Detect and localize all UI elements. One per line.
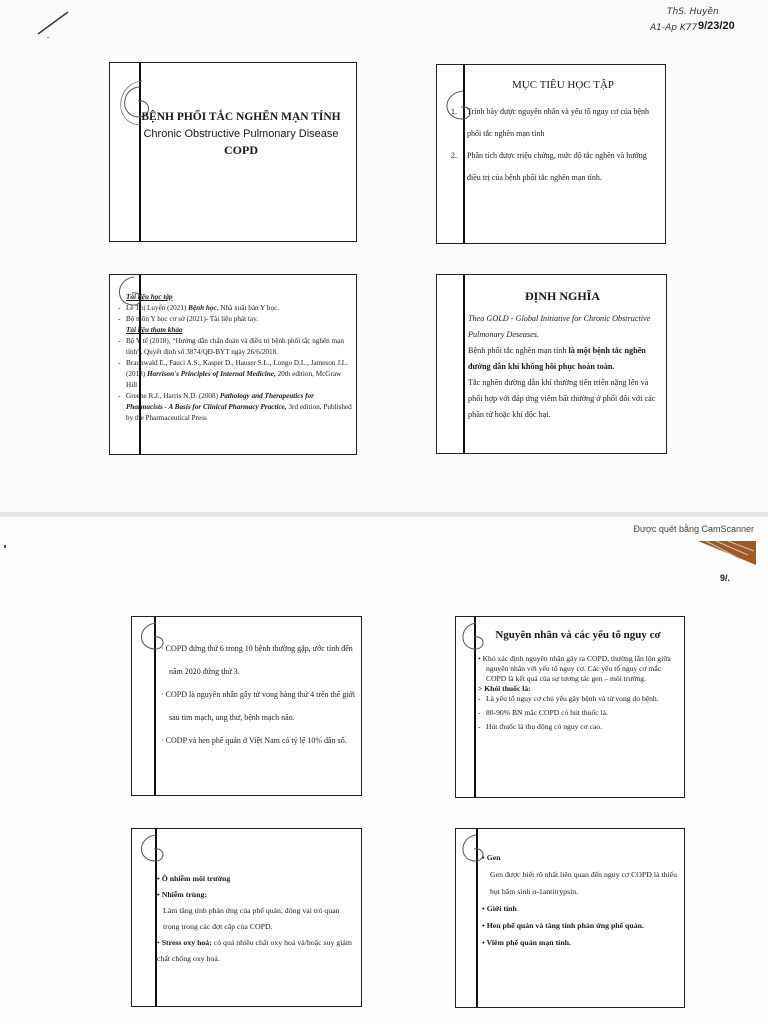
slide-risk-factors-2 bbox=[455, 828, 685, 1008]
slide-title-heading: BỆNH PHỔI TẮC NGHẼN MẠN TÍNH bbox=[141, 111, 341, 123]
slide-definition bbox=[436, 274, 667, 454]
corner-fragment-date: 9/. bbox=[720, 573, 731, 583]
page-date: 9/23/20 bbox=[698, 20, 735, 32]
risk-heading: • Nhiễm trùng: bbox=[157, 890, 207, 899]
slide-rule bbox=[474, 617, 476, 797]
causes-intro: • Khó xác định nguyên nhân gây ra COPD, thường lẫn lộn giữa nguyên nhân với yếu tố nguy cơ. Các yếu tố nguy cơ mắc COPD là kết quả của sự tương tác gen – môi trường. bbox=[478, 654, 671, 683]
slide-title bbox=[109, 62, 357, 242]
causes-item: - Là yếu tố nguy cơ chủ yếu gây bệnh và tử vong do bệnh. bbox=[486, 694, 678, 704]
epidemiology-item: · COPD là nguyên nhân gây tử vong hàng thứ 4 trên thế giới sau tim mạch, ung thư, bệnh mạch não. bbox=[161, 690, 355, 722]
reference-item: - Lê Thị Luyến (2021) Bệnh học, Nhà xuất bản Y học. bbox=[126, 303, 352, 314]
risk-factors-body bbox=[157, 871, 355, 967]
risk-heading: • Giới tính bbox=[482, 904, 517, 913]
slide-references bbox=[109, 274, 357, 455]
heading-study-materials: Tài liệu học tập bbox=[126, 293, 173, 301]
risk-factors-2-body bbox=[482, 849, 678, 951]
epidemiology-item: · CODP và hen phế quản ở Việt Nam có tỷ lệ 10% dân số. bbox=[161, 736, 347, 745]
slide-title-subtitle: Chronic Obstructive Pulmonary Disease bbox=[143, 128, 339, 140]
causes-item: - 80-90% BN mắc COPD có hút thuốc lá. bbox=[486, 708, 678, 718]
definition-para-1: Bệnh phổi tắc nghẽn mạn tính là một bệnh tắc nghẽn đường dẫn khí không hồi phục hoàn toàn. bbox=[468, 346, 646, 371]
reference-item: - Bộ môn Y học cơ sở (2021)- Tài liệu phát tay. bbox=[126, 314, 352, 325]
risk-heading: • Hen phế quản và tăng tính phản ứng phế quản. bbox=[482, 921, 644, 930]
references-body bbox=[116, 292, 352, 424]
causes-title: Nguyên nhân và các yếu tố nguy cơ bbox=[495, 629, 661, 641]
reference-item: - Braunwald E., Fauci A.S., Kasper D., Hauser S.L., Longo D.L., Jameson J.L. (2018) Harrison's Principles of Internal Medicine, 20th edition, McGraw Hill . bbox=[126, 358, 352, 391]
risk-heading: • Viêm phế quản mạn tính. bbox=[482, 938, 571, 947]
definition-title: ĐỊNH NGHĨA bbox=[524, 289, 600, 303]
definition-source: Theo GOLD - Global Initiative for Chronic Obstructive Pulmonary Deseases. bbox=[468, 314, 651, 339]
slide-risk-factors-1 bbox=[131, 828, 362, 1007]
definition-body bbox=[468, 311, 660, 423]
causes-subheading: > Khói thuốc lá: bbox=[478, 684, 531, 693]
risk-text: • Stress oxy hoá: có quá nhiều chất oxy hoá và/hoặc suy giảm chất chống oxy hoá. bbox=[157, 938, 352, 963]
reference-item: - Greene R.J., Harris N.D. (2008) Pathology and Therapeutics for Pharmacists - A Basis for Clinical Pharmacy Practice, 3rd edition, Published by the Pharmaceutical Press bbox=[126, 391, 352, 424]
slide-rule bbox=[476, 829, 478, 1007]
definition-para-2: Tắc nghẽn đường dẫn khí thường tiến triển nặng lên và phối hợp với đáp ứng viêm bất thường ở phổi đối với các phần tử hoặc khí độc hại. bbox=[468, 378, 656, 419]
scan-page-2 bbox=[0, 517, 768, 1024]
objective-line: 2. Phân tích được triệu chứng, mức độ tắc nghẽn và hướng bbox=[451, 151, 647, 160]
slide-epidemiology bbox=[131, 616, 362, 796]
objective-line: 1. Trình bày được nguyên nhân và yếu tố nguy cơ của bệnh bbox=[451, 107, 650, 116]
slide-title-abbr: COPD bbox=[224, 143, 258, 157]
causes-item: - Hút thuốc lá thụ động có nguy cơ cao. bbox=[486, 722, 678, 732]
risk-heading: • Gen bbox=[482, 853, 501, 862]
heading-further-reading: Tài liệu tham khảo bbox=[126, 326, 183, 334]
objectives-title: MỤC TIÊU HỌC TẬP bbox=[512, 79, 614, 91]
slide-objectives bbox=[436, 64, 666, 244]
objective-line: điều trị của bệnh phổi tắc nghẽn mạn tính. bbox=[467, 173, 602, 182]
risk-heading: • Ô nhiễm môi trường bbox=[157, 874, 231, 883]
causes-body bbox=[478, 654, 678, 732]
scan-dot bbox=[4, 545, 6, 548]
pen-mark bbox=[30, 8, 80, 38]
risk-text: Làm tăng tính phản ứng của phế quản, đóng vai trò quan trọng trong các đợt cấp của COPD. bbox=[163, 906, 340, 931]
reference-item: - Bộ Y tế (2018), “Hướng dẫn chẩn đoán và điều trị bệnh phổi tắc nghẽn mạn tính”, Quyết định số 3874/QĐ-BYT ngày 26/6/2018. bbox=[126, 336, 352, 358]
objectives-list bbox=[451, 101, 659, 189]
slide-rule bbox=[154, 617, 156, 795]
scanner-watermark: Được quét bằng CamScanner bbox=[633, 524, 754, 534]
handwritten-class: A1-Ap K77 bbox=[650, 23, 698, 33]
slide-causes bbox=[455, 616, 685, 798]
epidemiology-item: · COPD đứng thứ 6 trong 10 bệnh thường gặp, ước tính đến năm 2020 đứng thứ 3. bbox=[161, 644, 353, 676]
swirl-ornament bbox=[132, 829, 176, 873]
handwritten-name: ThS. Huyền bbox=[667, 7, 719, 17]
objective-line: phổi tắc nghẽn mạn tính bbox=[467, 129, 545, 138]
risk-text: Gen được biết rõ nhất liên quan đến nguy cơ COPD là thiếu hụt bẩm sinh α-1antitrypsin. bbox=[490, 870, 677, 896]
epidemiology-list bbox=[159, 637, 355, 752]
